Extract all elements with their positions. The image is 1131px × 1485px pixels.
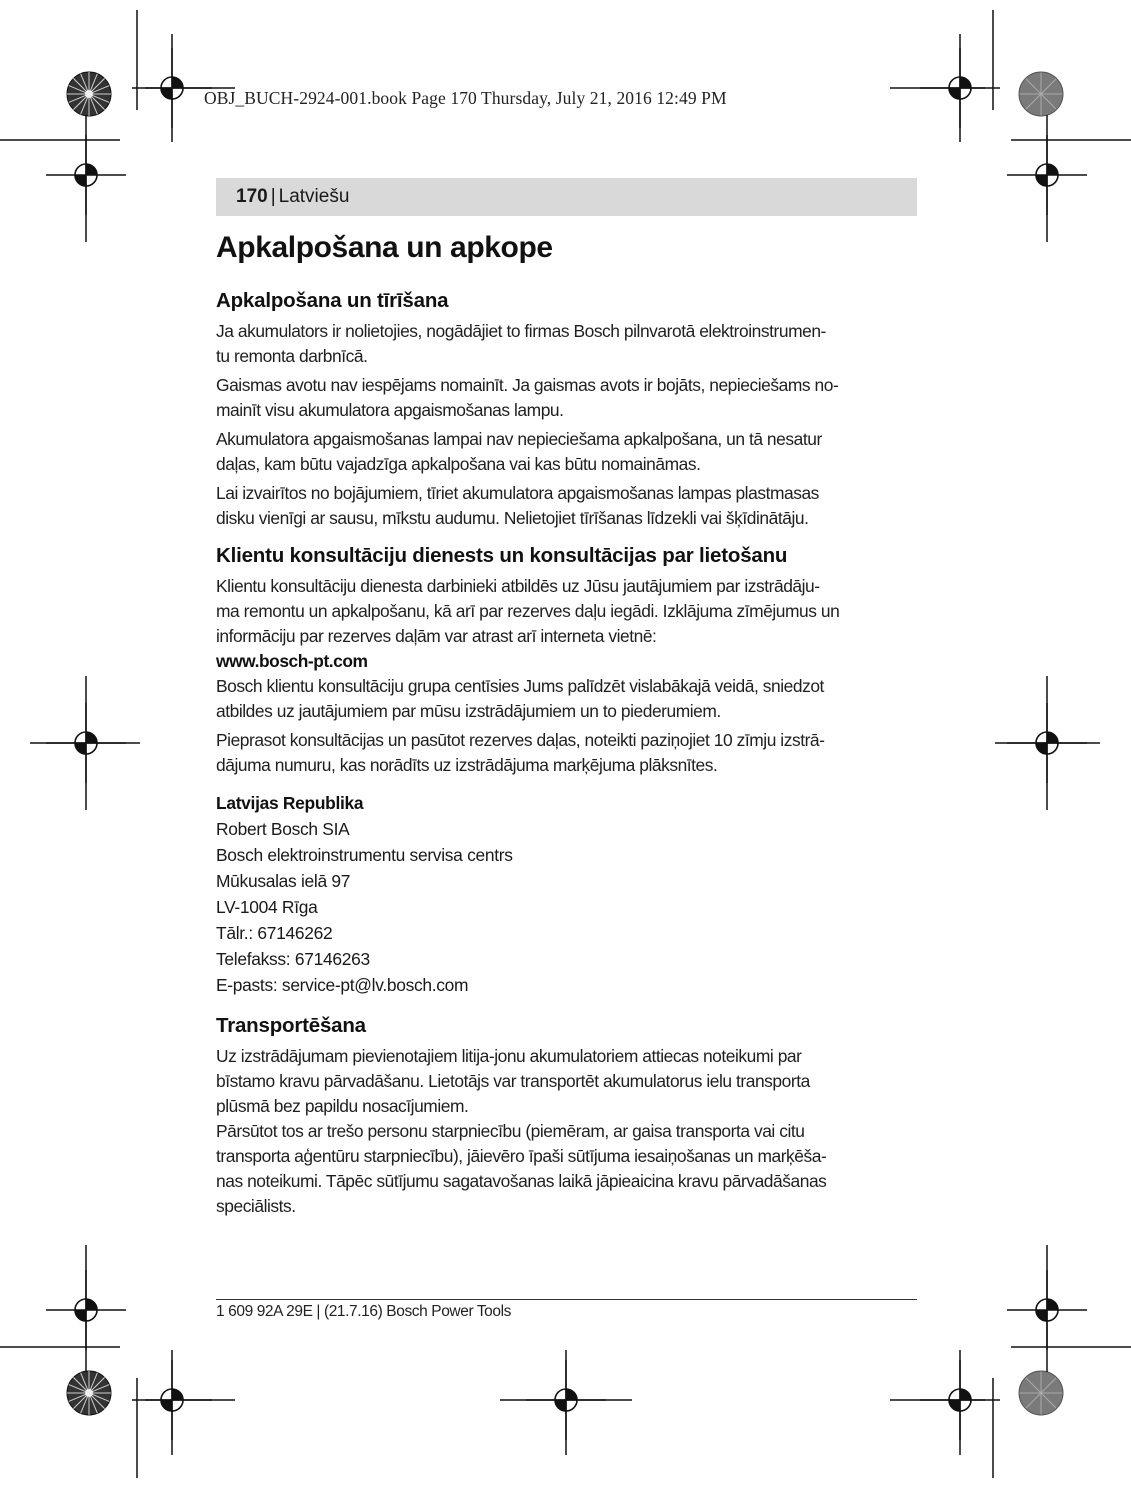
text-line: Pārsūtot tos ar trešo personu starpniecību (piemēram, ar gaisa transporta vai citu (216, 1121, 805, 1141)
service-address (216, 790, 921, 998)
footer-divider (216, 1299, 917, 1300)
text-line: plūsmā bez papildu nosacījumiem. (216, 1096, 469, 1116)
page-footer: 1 609 92A 29E | (21.7.16) Bosch Power Tools (216, 1303, 512, 1320)
page-header-bar (216, 178, 917, 216)
section-service-cleaning (216, 288, 921, 531)
print-slug-line: OBJ_BUCH-2924-001.book Page 170 Thursday, July 21, 2016 12:49 PM (204, 88, 727, 108)
text-line: tu remonta darbnīcā. (216, 346, 368, 366)
paragraph (216, 427, 921, 477)
text-line: Bosch klientu konsultāciju grupa centīsies Jums palīdzēt vislabākajā veidā, sniedzot (216, 676, 824, 696)
address-line: Bosch elektroinstrumentu servisa centrs (216, 845, 513, 865)
text-line: Akumulatora apgaismošanas lampai nav nepieciešama apkalpošana, un tā nesatur (216, 429, 822, 449)
text-line: ma remontu un apkalpošanu, kā arī par rezerves daļu iegādi. Izklājuma zīmējumus un (216, 601, 840, 621)
text-line: mainīt visu akumulatora apgaismošanas lampu. (216, 400, 564, 420)
page-content (216, 230, 921, 1219)
color-star-icon (67, 1371, 111, 1415)
page-title: Apkalpošana un apkope (216, 231, 553, 264)
address-line: LV-1004 Rīga (216, 897, 318, 917)
address-country: Latvijas Republika (216, 793, 364, 813)
header-separator: | (270, 186, 276, 207)
fax-number: Telefakss: 67146263 (216, 949, 370, 969)
text-line: Pieprasot konsultācijas un pasūtot rezerves daļas, noteikti paziņojiet 10 zīmju izstrā- (216, 730, 825, 750)
section-transport (216, 1013, 921, 1219)
gray-star-icon (1019, 1371, 1063, 1415)
paragraph (216, 373, 921, 423)
section-heading: Apkalpošana un tīrīšana (216, 289, 449, 312)
page-number: 170 (236, 186, 268, 207)
section-customer-service (216, 543, 921, 998)
paragraph (216, 319, 921, 369)
text-line: informāciju par rezerves daļām var atrast arī interneta vietnē: (216, 626, 657, 646)
website-link[interactable]: www.bosch-pt.com (216, 651, 368, 671)
text-line: transporta aģentūru starpniecību), jāievēro īpaši sūtījuma iesaiņošanas un marķēša- (216, 1146, 827, 1166)
text-line: atbildes uz jautājumiem par mūsu izstrādājumiem un to piederumiem. (216, 701, 721, 721)
section-heading: Transportēšana (216, 1014, 366, 1037)
text-line: dājuma numuru, kas norādīts uz izstrādājuma marķējuma plāksnītes. (216, 755, 718, 775)
paragraph (216, 1044, 921, 1219)
section-heading: Klientu konsultāciju dienests un konsultācijas par lietošanu (216, 544, 788, 567)
text-line: speciālists. (216, 1196, 296, 1216)
text-line: Klientu konsultāciju dienesta darbinieki atbildēs uz Jūsu jautājumiem par izstrādāju- (216, 576, 820, 596)
paragraph (216, 481, 921, 531)
paragraph (216, 728, 921, 778)
text-line: Ja akumulators ir nolietojies, nogādājiet to firmas Bosch pilnvarotā elektroinstrumen- (216, 321, 826, 341)
email-address: E-pasts: service-pt@lv.bosch.com (216, 975, 469, 995)
text-line: Lai izvairītos no bojājumiem, tīriet akumulatora apgaismošanas lampas plastmasas (216, 483, 819, 503)
text-line: daļas, kam būtu vajadzīga apkalpošana vai kas būtu nomaināmas. (216, 454, 701, 474)
gray-star-icon (1019, 72, 1063, 116)
text-line: bīstamo kravu pārvadāšanu. Lietotājs var transportēt akumulatorus ielu transporta (216, 1071, 810, 1091)
page-language: Latviešu (278, 186, 350, 207)
address-line: Robert Bosch SIA (216, 819, 350, 839)
text-line: nas noteikumi. Tāpēc sūtījumu sagatavošanas laikā jāpieaicina kravu pārvadāšanas (216, 1171, 827, 1191)
address-line: Mūkusalas ielā 97 (216, 871, 351, 891)
text-line: disku vienīgi ar sausu, mīkstu audumu. Nelietojiet tīrīšanas līdzekli vai šķīdinātāju. (216, 508, 809, 528)
text-line: Uz izstrādājumam pievienotajiem litija-jonu akumulatoriem attiecas noteikumi par (216, 1046, 802, 1066)
color-star-icon (67, 72, 111, 116)
paragraph (216, 574, 921, 724)
text-line: Gaismas avotu nav iespējams nomainīt. Ja gaismas avots ir bojāts, nepieciešams no- (216, 375, 839, 395)
phone-number: Tālr.: 67146262 (216, 923, 333, 943)
